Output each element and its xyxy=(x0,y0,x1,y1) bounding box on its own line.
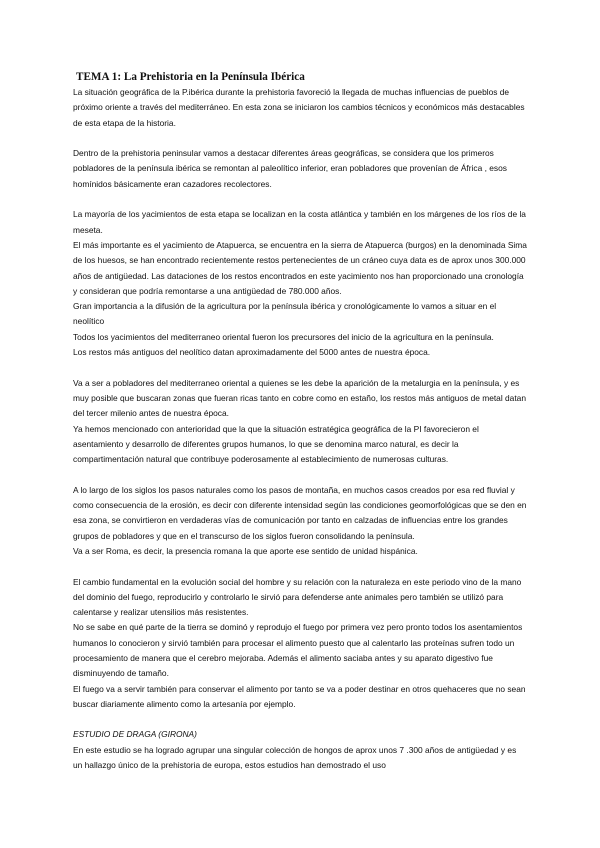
section-heading: ESTUDIO DE DRAGA (GIRONA) xyxy=(73,729,197,740)
paragraph-spacer xyxy=(73,131,527,146)
paragraph: No se sabe en qué parte de la tierra se dominó y reprodujo el fuego por primera vez pero pronto todos los asentamientos humanos lo conocieron y sirvió también para procesar el alimento puesto que al calentarlo las proteínas sufren todo un procesamiento de manera que el cerebro mejoraba. Además el alimento saciaba antes y su aparato digestivo fue disminuyendo de tamaño. xyxy=(73,622,523,679)
paragraph-spacer xyxy=(73,192,527,207)
document-page xyxy=(73,70,527,773)
paragraph: A lo largo de los siglos los pasos naturales como los pasos de montaña, en muchos casos creados por esa red fluvial y como consecuencia de la erosión, es decir con diferente intensidad según las condiciones geomorfológicas que se den en esa zona, se convirtieron en verdaderas vías de comunicación por tanto en calzadas de influencias entre los grandes grupos de pobladores y que en el transcurso de los siglos fueron consolidando la península. xyxy=(73,484,527,541)
paragraph: Los restos más antiguos del neolítico datan aproximadamente del 5000 antes de nuestra época. xyxy=(73,347,431,358)
paragraph: Va a ser Roma, es decir, la presencia romana la que aporte ese sentido de unidad hispánica. xyxy=(73,545,418,556)
paragraph: Va a ser a pobladores del mediterraneo oriental a quienes se les debe la aparición de la metalurgia en la península, y es muy posible que buscaran zonas que fueran ricas tanto en cobre como en estaño, los restos más antiguos de metal datan del tercer milenio antes de nuestra época. xyxy=(73,377,526,419)
paragraph: Todos los yacimientos del mediterraneo oriental fueron los precursores del inicio de la agricultura en la península. xyxy=(73,331,494,342)
paragraph: Gran importancia a la difusión de la agricultura por la península ibérica y cronológicamente lo vamos a situar en el neolítico xyxy=(73,301,497,327)
paragraph-spacer xyxy=(73,712,527,727)
document-title: TEMA 1: La Prehistoria en la Península Ibérica xyxy=(76,71,305,83)
paragraph: La mayoría de los yacimientos de esta etapa se localizan en la costa atlántica y también en los márgenes de los ríos de la meseta. xyxy=(73,209,526,235)
paragraph: En este estudio se ha logrado agrupar una singular colección de hongos de aprox unos 7 .300 años de antigüedad y es un hallazgo único de la prehistoria de europa, estos estudios han demostrado el uso xyxy=(73,744,517,771)
paragraph: La situación geográfica de la P.ibérica durante la prehistoria favoreció la llegada de muchas influencias de pueblos de próximo oriente a través del mediterráneo. En esta zona se iniciaron los cambios técnicos y económicos más destacables de esta etapa de la historia. xyxy=(73,87,525,128)
paragraph-spacer xyxy=(73,467,527,482)
paragraph: El más importante es el yacimiento de Atapuerca, se encuentra en la sierra de Atapuerca (burgos) en la denominada Sima de los huesos, se han encontrado recientemente restos pertenecientes de un cráneo cuya data es de aprox unos 300.000 años de antigüedad. Las dataciones de los restos encontrados en este yacimiento nos han proporcionado una cronología y consideran que podría remontarse a una antigüedad de 780.000 años. xyxy=(73,239,527,296)
paragraph: El fuego va a servir también para conservar el alimento por tanto se va a poder destinar en otros quehaceres que no sean buscar diariamente alimento como la artesanía por ejemplo. xyxy=(73,683,526,709)
paragraph: El cambio fundamental en la evolución social del hombre y su relación con la naturaleza en este periodo vino de la mano del dominio del fuego, reproducirlo y controlarlo le sirvió para defenderse ante animales pero también se utilizó para calentarse y realizar utensilios más resistentes. xyxy=(73,576,522,618)
paragraph-spacer xyxy=(73,559,527,574)
document-body xyxy=(73,85,527,773)
paragraph: Dentro de la prehistoria peninsular vamos a destacar diferentes áreas geográficas, se considera que los primeros pobladores de la península ibérica se remontan al paleolítico inferior, eran pobladores que provenían de África , esos homínidos básicamente eran cazadores recolectores. xyxy=(73,148,507,189)
paragraph-spacer xyxy=(73,360,527,375)
paragraph: Ya hemos mencionado con anterioridad que la que la situación estratégica geográfica de la PI favorecieron el asentamiento y desarrollo de diferentes grupos humanos, lo que se denomina marco natural, es decir la compartimentación natural que contribuye poderosamente al establecimiento de numerosas culturas. xyxy=(73,423,479,465)
